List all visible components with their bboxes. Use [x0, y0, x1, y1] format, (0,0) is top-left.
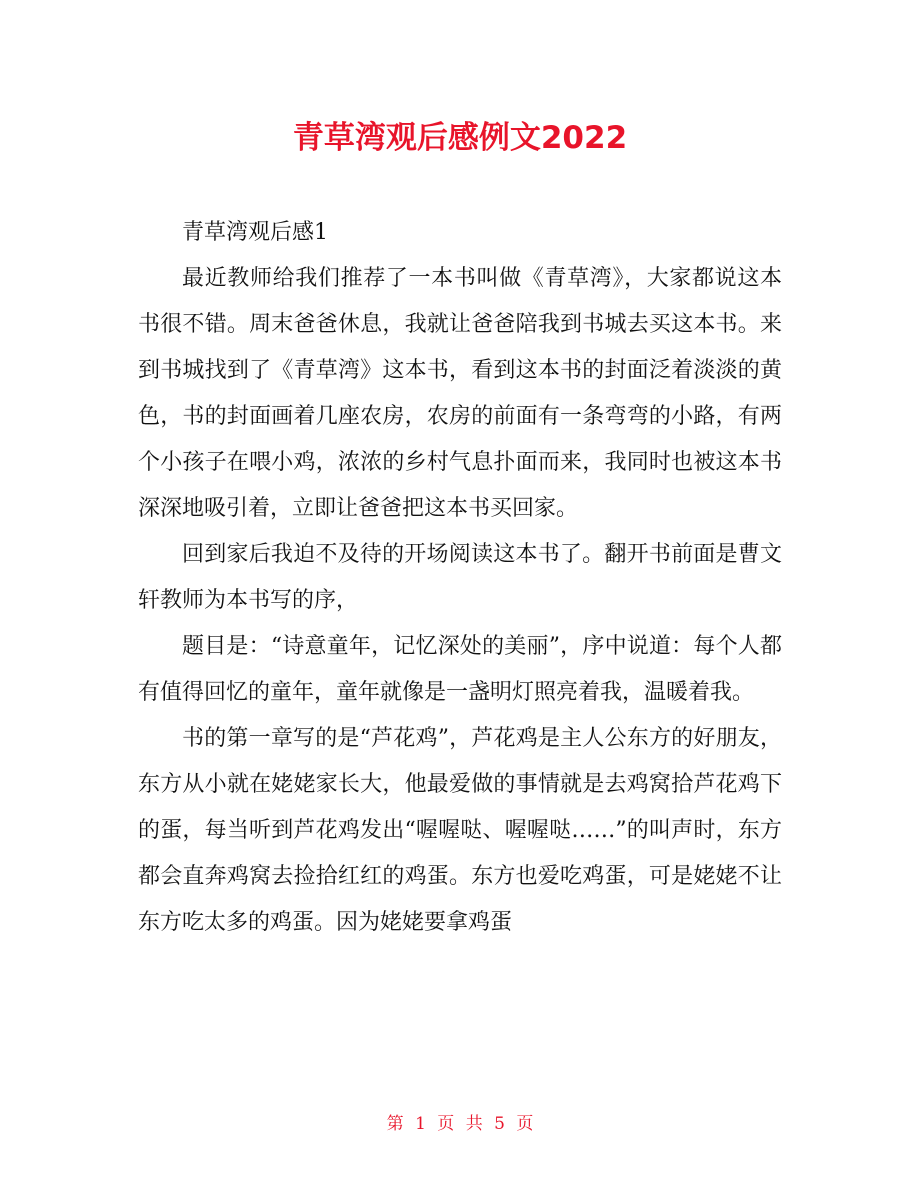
document-title: 青草湾观后感例文2022 — [292, 120, 628, 156]
page-footer: 第 1 页 共 5 页 — [386, 1114, 534, 1134]
document-body — [138, 210, 782, 946]
body-paragraph: 最近教师给我们推荐了一本书叫做《青草湾》，大家都说这本书很不错。周末爸爸休息，我就让爸爸陪我到书城去买这本书。来到书城找到了《青草湾》这本书，看到这本书的封面泛着淡淡的黄色，书的封面画着几座农房，农房的前面有一条弯弯的小路，有两个小孩子在喂小鸡，浓浓的乡村气息扑面而来，我同时也被这本书深深地吸引着，立即让爸爸把这本书买回家。 — [138, 266, 782, 521]
body-paragraph: 回到家后我迫不及待的开场阅读这本书了。翻开书前面是曹文轩教师为本书写的序， — [138, 542, 782, 613]
body-paragraph: 书的第一章写的是“芦花鸡”，芦花鸡是主人公东方的好朋友，东方从小就在姥姥家长大，他最爱做的事情就是去鸡窝拾芦花鸡下的蛋，每当听到芦花鸡发出“喔喔哒、喔喔哒……”的叫声时，东方都会直奔鸡窝去捡拾红红的鸡蛋。东方也爱吃鸡蛋，可是姥姥不让东方吃太多的鸡蛋。因为姥姥要拿鸡蛋 — [138, 726, 782, 935]
section-heading: 青草湾观后感1 — [182, 220, 328, 245]
body-paragraph: 题目是：“诗意童年，记忆深处的美丽”，序中说道：每个人都有值得回忆的童年，童年就像是一盏明灯照亮着我，温暖着我。 — [138, 634, 782, 705]
